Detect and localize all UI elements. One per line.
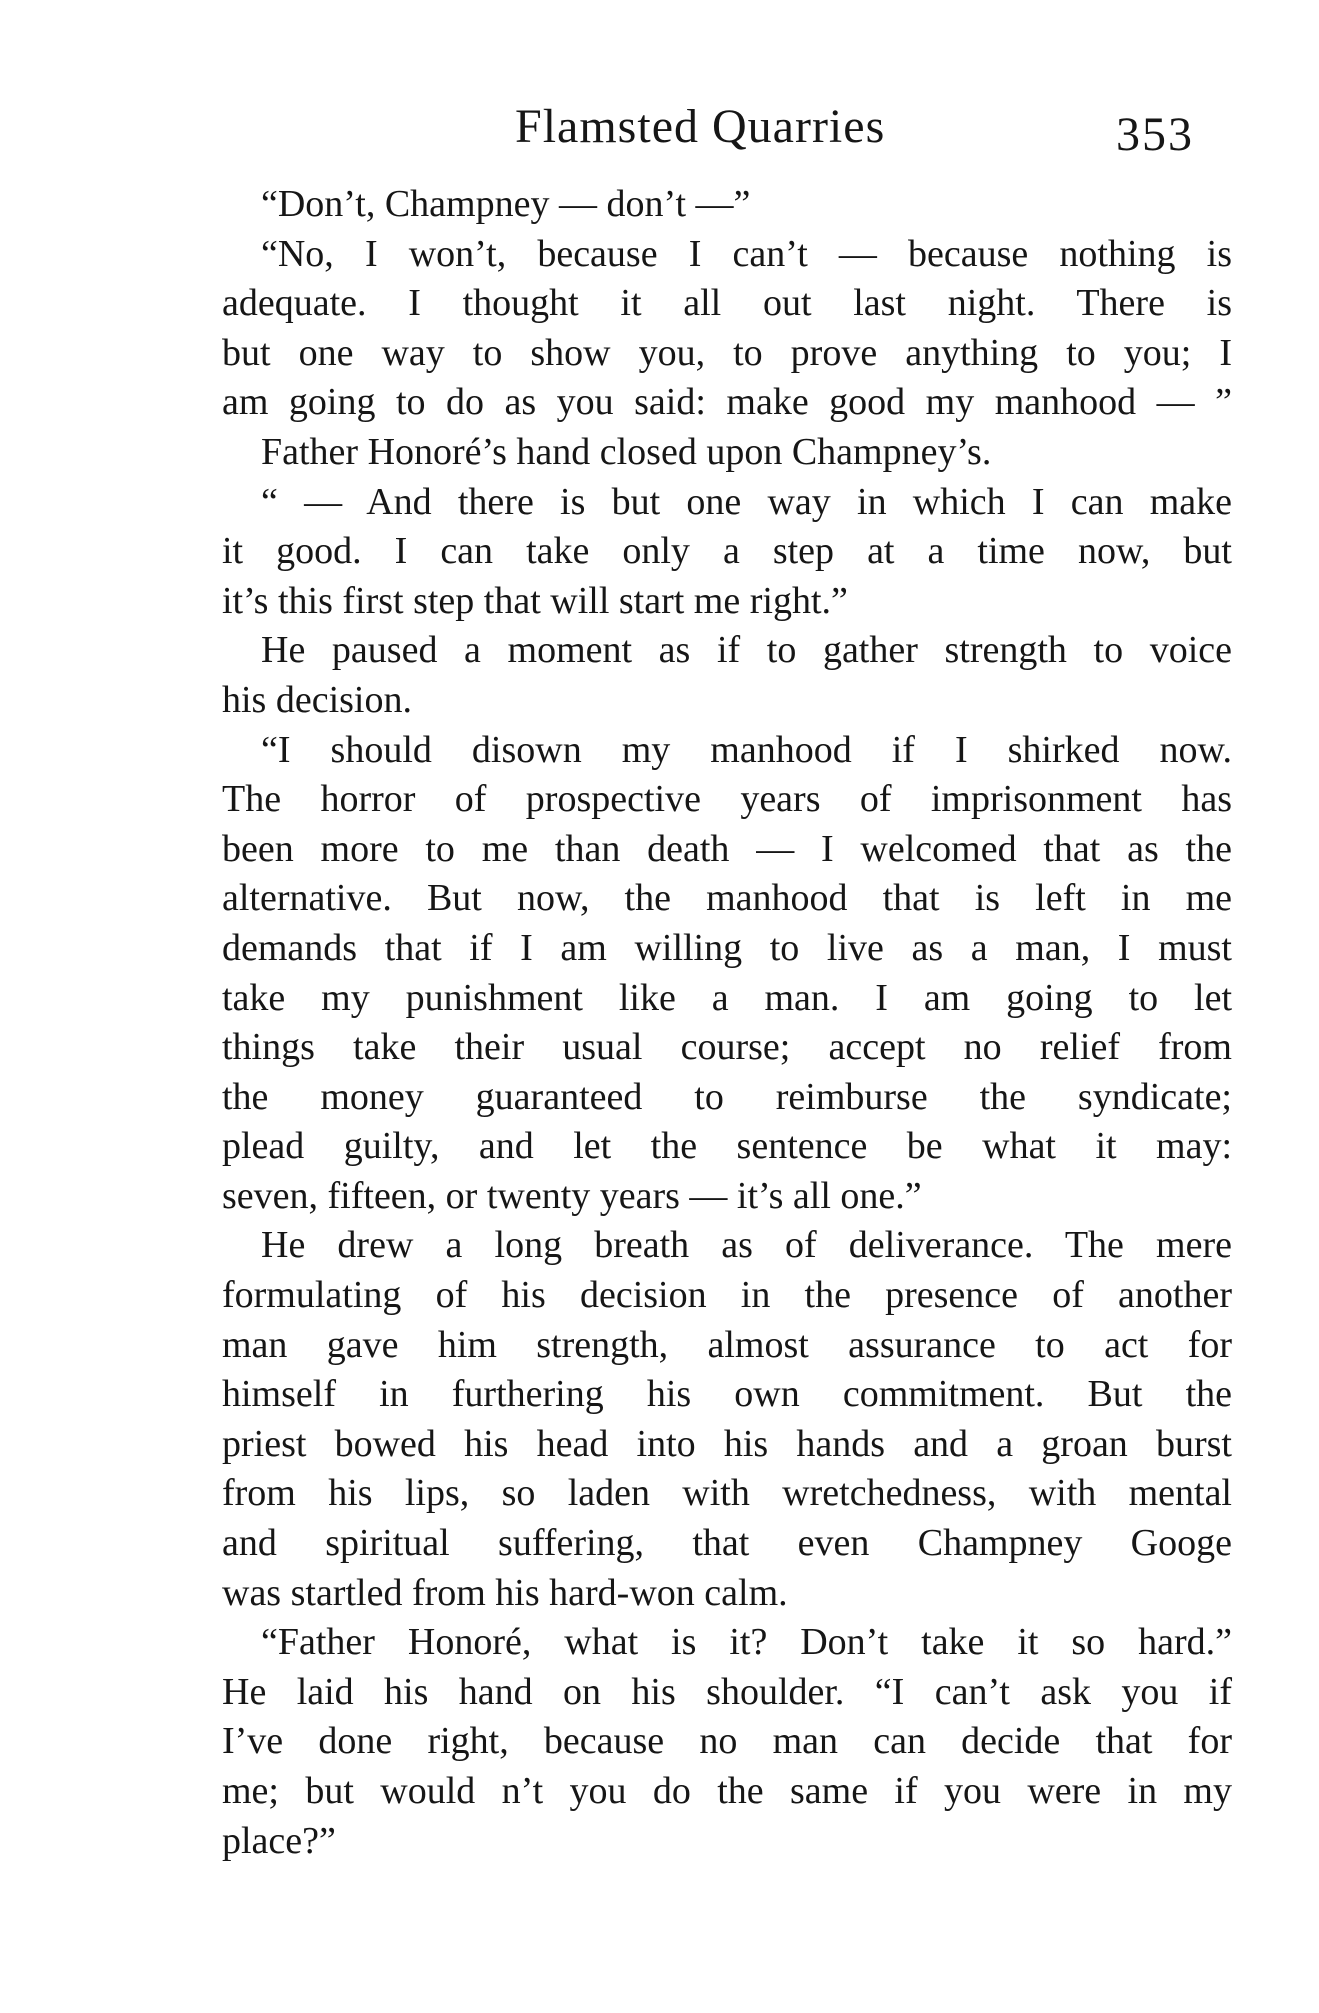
- text-line: but one way to show you, to prove anything to you; I: [222, 331, 1232, 374]
- text-line: it good. I can take only a step at a time now, but: [222, 530, 1232, 573]
- text-line: The horror of prospective years of imprisonment has: [222, 778, 1232, 821]
- text-line: demands that if I am willing to live as a man, I must: [222, 926, 1232, 969]
- text-line: was startled from his hard-won calm.: [222, 1571, 788, 1614]
- text-line: formulating of his decision in the presence of another: [222, 1274, 1232, 1317]
- text-line: from his lips, so laden with wretchedness, with mental: [222, 1472, 1232, 1515]
- text-line: seven, fifteen, or twenty years — it’s all one.”: [222, 1174, 922, 1217]
- text-line: and spiritual suffering, that even Champney Googe: [222, 1522, 1232, 1565]
- running-title: Flamsted Quarries: [515, 100, 886, 153]
- text-line: am going to do as you said: make good my manhood — ”: [222, 381, 1232, 424]
- text-line: been more to me than death — I welcomed that as the: [222, 827, 1232, 870]
- text-line: take my punishment like a man. I am going to let: [222, 976, 1232, 1019]
- text-line: adequate. I thought it all out last night. There is: [222, 282, 1232, 325]
- running-head: [0, 92, 1319, 162]
- text-line: “Father Honoré, what is it? Don’t take it so hard.”: [261, 1621, 1232, 1664]
- text-line: plead guilty, and let the sentence be what it may:: [222, 1125, 1232, 1168]
- text-line: alternative. But now, the manhood that is left in me: [222, 877, 1232, 920]
- body-text: [222, 180, 1232, 1866]
- text-line: He paused a moment as if to gather strength to voice: [261, 629, 1232, 672]
- text-line: He drew a long breath as of deliverance. The mere: [261, 1224, 1232, 1267]
- text-line: himself in furthering his own commitment. But the: [222, 1373, 1232, 1416]
- text-line: I’ve done right, because no man can decide that for: [222, 1720, 1232, 1763]
- text-line: it’s this first step that will start me right.”: [222, 579, 848, 622]
- text-line: me; but would n’t you do the same if you were in my: [222, 1770, 1232, 1812]
- text-line: “Don’t, Champney — don’t —”: [261, 183, 751, 225]
- text-line: “No, I won’t, because I can’t — because nothing is: [261, 232, 1232, 275]
- text-line: place?”: [222, 1819, 336, 1862]
- text-line: the money guaranteed to reimburse the syndicate;: [222, 1075, 1232, 1118]
- text-line: things take their usual course; accept no relief from: [222, 1026, 1232, 1069]
- text-line: He laid his hand on his shoulder. “I can’t ask you if: [222, 1670, 1232, 1713]
- text-line: his decision.: [222, 678, 412, 721]
- text-line: priest bowed his head into his hands and a groan burst: [222, 1422, 1232, 1465]
- page-number: 353: [1116, 108, 1194, 161]
- text-line: Father Honoré’s hand closed upon Champney’s.: [261, 430, 992, 473]
- text-line: “I should disown my manhood if I shirked now.: [261, 728, 1232, 771]
- text-line: “ — And there is but one way in which I can make: [261, 480, 1232, 523]
- text-line: man gave him strength, almost assurance to act for: [222, 1323, 1232, 1366]
